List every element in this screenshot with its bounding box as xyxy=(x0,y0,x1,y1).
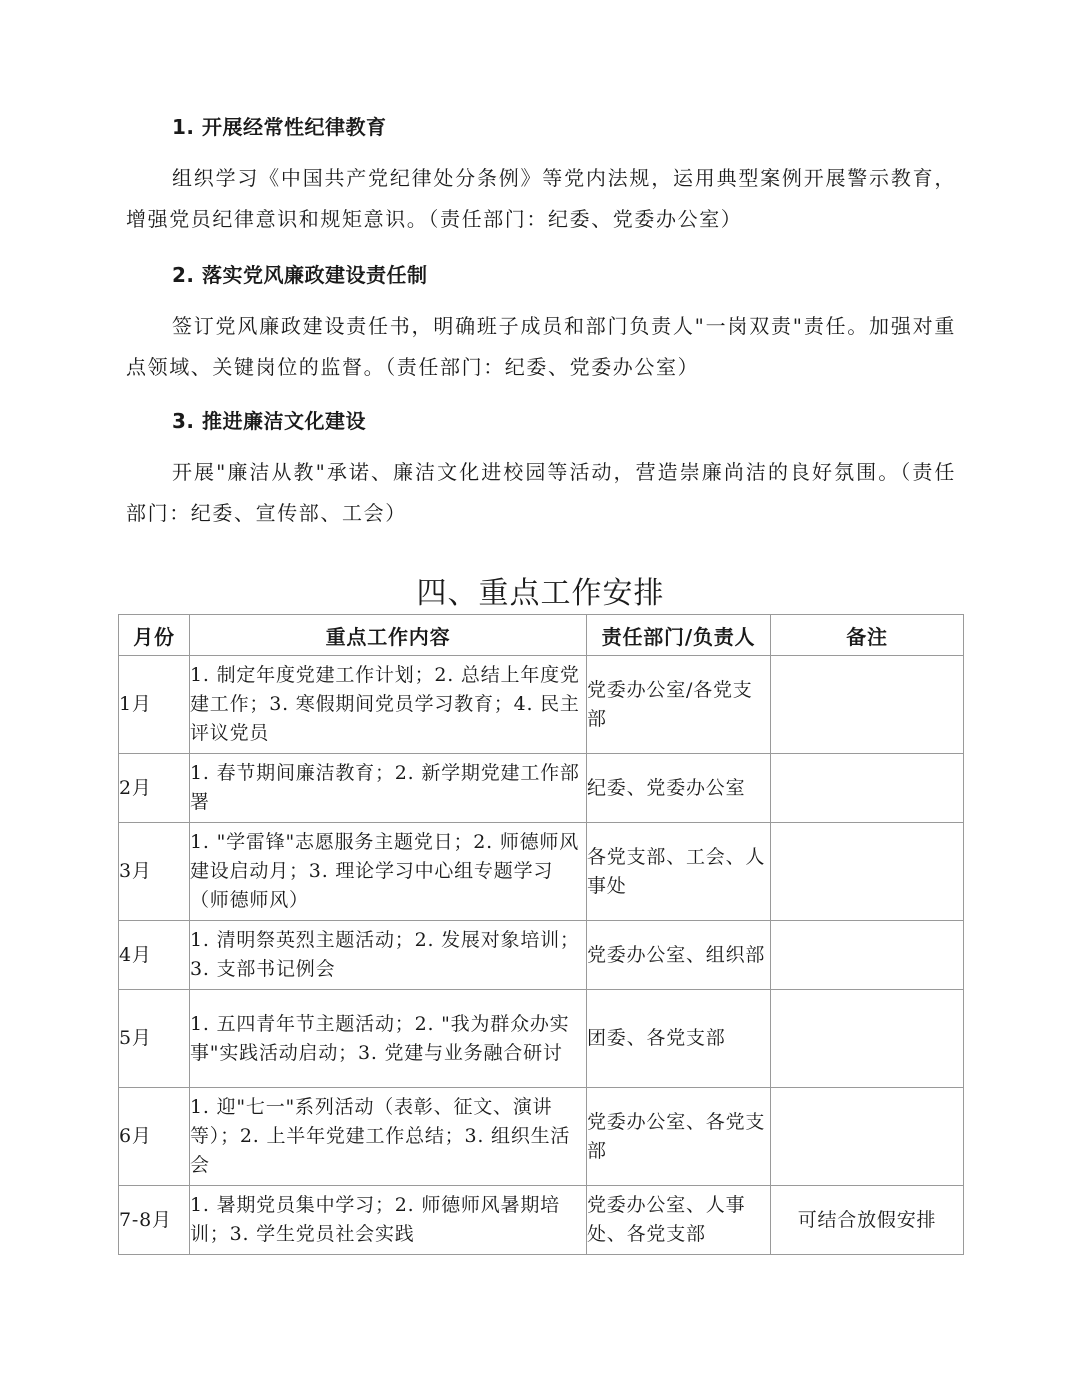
cell-note xyxy=(771,990,964,1088)
cell-content: 1. 五四青年节主题活动；2. "我为群众办实事"实践活动启动；3. 党建与业务融合研讨 xyxy=(190,990,587,1088)
cell-note xyxy=(771,823,964,921)
section-heading: 1. 开展经常性纪律教育 xyxy=(172,115,387,139)
work-schedule-table xyxy=(118,614,964,1255)
cell-content: 1. 清明祭英烈主题活动；2. 发展对象培训；3. 支部书记例会 xyxy=(190,921,587,990)
cell-month: 3月 xyxy=(119,823,190,921)
cell-dept: 党委办公室、各党支部 xyxy=(587,1088,771,1186)
cell-content: 1. 制定年度党建工作计划；2. 总结上年度党建工作；3. 寒假期间党员学习教育；4. 民主评议党员 xyxy=(190,656,587,754)
table-row xyxy=(119,823,964,921)
cell-dept: 各党支部、工会、人事处 xyxy=(587,823,771,921)
cell-month: 2月 xyxy=(119,754,190,823)
table-row xyxy=(119,1186,964,1255)
section-heading: 3. 推进廉洁文化建设 xyxy=(172,409,366,433)
cell-note xyxy=(771,754,964,823)
header-content: 重点工作内容 xyxy=(190,615,587,656)
cell-dept: 团委、各党支部 xyxy=(587,990,771,1088)
cell-month: 5月 xyxy=(119,990,190,1088)
section-paragraph: 开展"廉洁从教"承诺、廉洁文化进校园等活动，营造崇廉尚洁的良好氛围。（责任部门：纪委、宣传部、工会） xyxy=(126,460,956,525)
cell-content: 1. "学雷锋"志愿服务主题党日；2. 师德师风建设启动月；3. 理论学习中心组专题学习（师德师风） xyxy=(190,823,587,921)
header-month: 月份 xyxy=(119,615,190,656)
cell-note xyxy=(771,1088,964,1186)
table-header-row xyxy=(119,615,964,656)
cell-month: 6月 xyxy=(119,1088,190,1186)
section-paragraph: 签订党风廉政建设责任书，明确班子成员和部门负责人"一岗双责"责任。加强对重点领域、关键岗位的监督。（责任部门：纪委、党委办公室） xyxy=(126,314,956,379)
cell-note: 可结合放假安排 xyxy=(771,1186,964,1255)
table-row xyxy=(119,990,964,1088)
header-note: 备注 xyxy=(771,615,964,656)
table-row xyxy=(119,1088,964,1186)
cell-month: 7-8月 xyxy=(119,1186,190,1255)
cell-month: 4月 xyxy=(119,921,190,990)
cell-dept: 党委办公室、组织部 xyxy=(587,921,771,990)
cell-content: 1. 暑期党员集中学习；2. 师德师风暑期培训；3. 学生党员社会实践 xyxy=(190,1186,587,1255)
cell-month: 1月 xyxy=(119,656,190,754)
cell-dept: 纪委、党委办公室 xyxy=(587,754,771,823)
section-heading: 2. 落实党风廉政建设责任制 xyxy=(172,263,428,287)
cell-dept: 党委办公室、人事处、各党支部 xyxy=(587,1186,771,1255)
table-title: 四、重点工作安排 xyxy=(416,576,665,611)
table-row xyxy=(119,754,964,823)
cell-content: 1. 迎"七一"系列活动（表彰、征文、演讲等）；2. 上半年党建工作总结；3. 组织生活会 xyxy=(190,1088,587,1186)
cell-dept: 党委办公室/各党支部 xyxy=(587,656,771,754)
table-row xyxy=(119,656,964,754)
table-row xyxy=(119,921,964,990)
cell-note xyxy=(771,656,964,754)
cell-note xyxy=(771,921,964,990)
header-dept: 责任部门/负责人 xyxy=(587,615,771,656)
cell-content: 1. 春节期间廉洁教育；2. 新学期党建工作部署 xyxy=(190,754,587,823)
section-paragraph: 组织学习《中国共产党纪律处分条例》等党内法规，运用典型案例开展警示教育，增强党员纪律意识和规矩意识。（责任部门：纪委、党委办公室） xyxy=(126,166,956,231)
